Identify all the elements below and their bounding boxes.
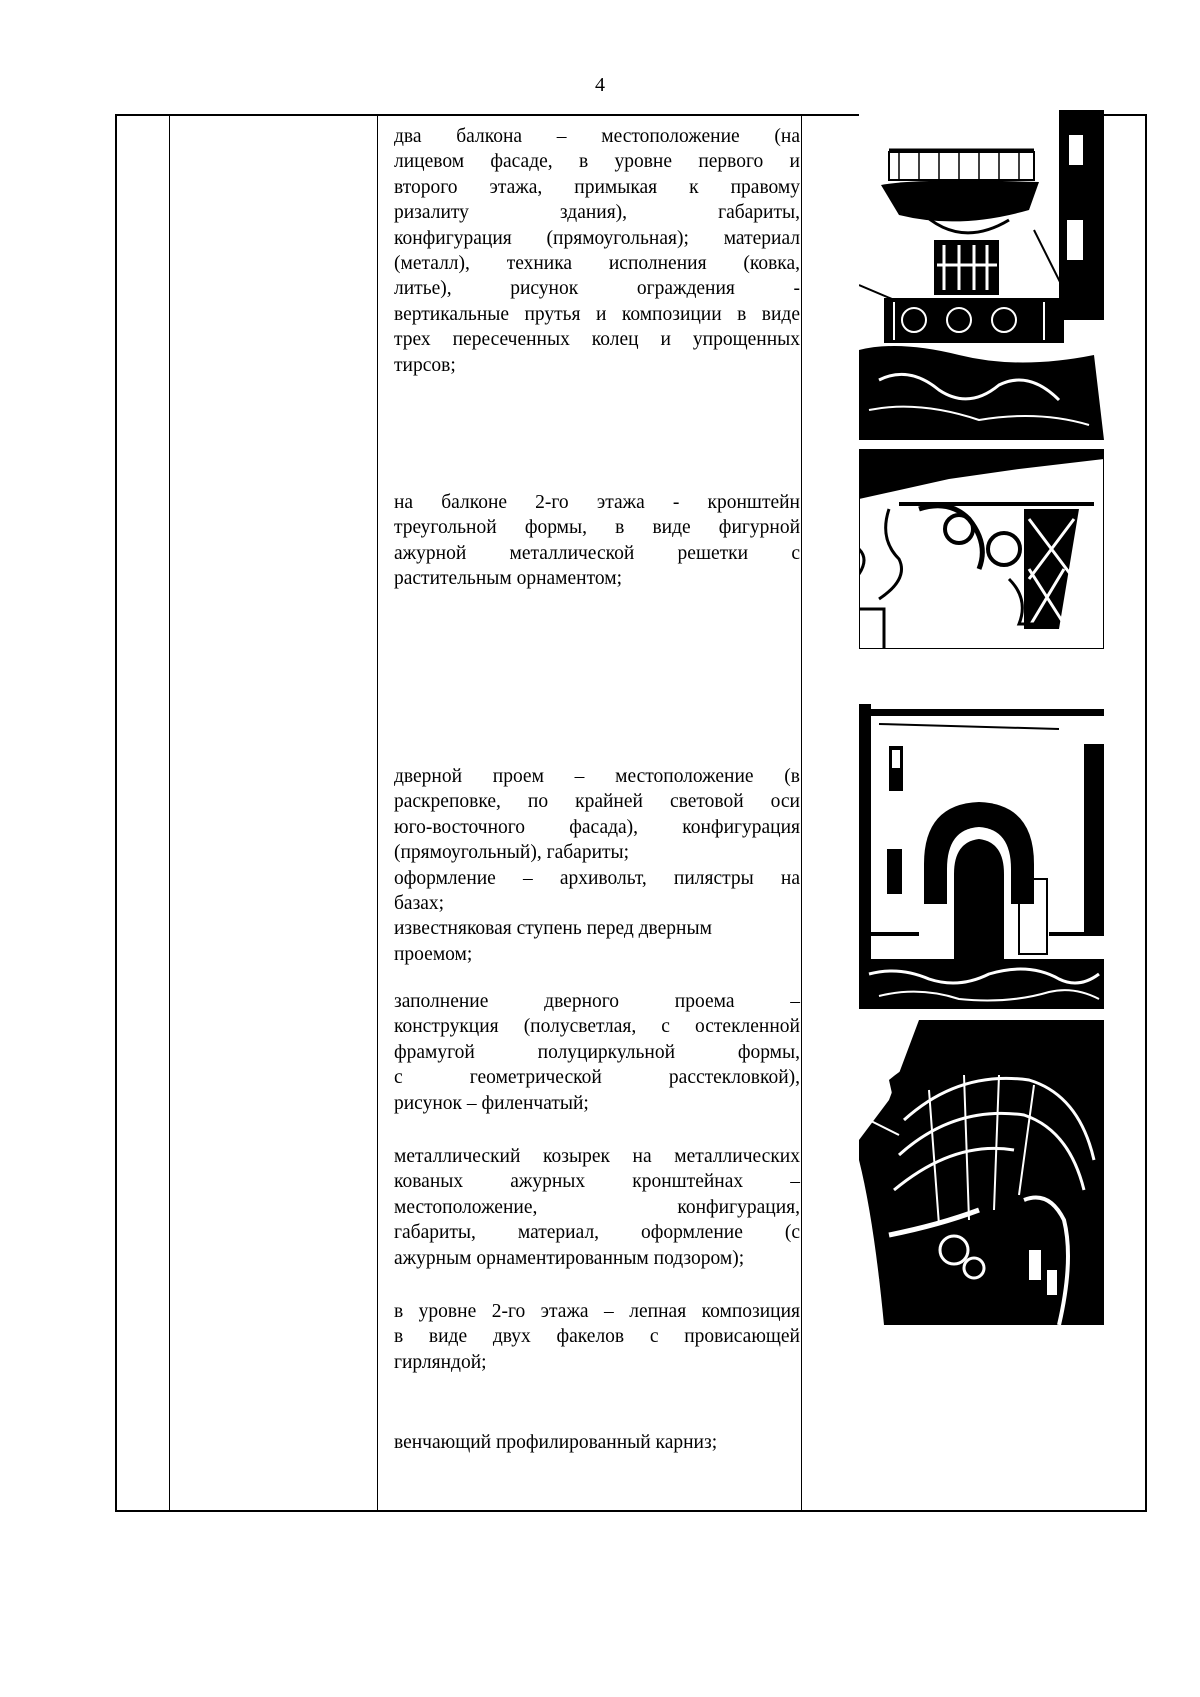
item-text: в уровне 2-го этажа – лепная композиция в виде двух факелов с провисающей гирляндой;: [394, 1301, 800, 1373]
item-text: заполнение дверного проема – конструкция (полусветлая, с остекленной фрамугой полуциркульной формы, с геометрической расстекловкой), рисунок – филенчатый;: [394, 991, 800, 1114]
canopy-photo: [859, 1020, 1104, 1325]
item-cornice: [394, 1430, 800, 1455]
item-canopy: [394, 1144, 800, 1271]
column-divider: [801, 116, 802, 1510]
bracket-photo: [859, 449, 1104, 649]
balcony-photo: [859, 110, 1104, 440]
doorway-photo: [859, 704, 1104, 1009]
item-balconies: [394, 124, 800, 378]
objects-table: [115, 114, 1147, 1512]
item-doorway: [394, 764, 800, 967]
item-text: дверной проем – местоположение (в раскреповке, по крайней световой оси юго-восточного фасада), конфигурация (прямоугольный), габариты; оформление – архивольт, пилястры на базах; известняковая ступень перед дверным проемом;: [394, 766, 800, 965]
item-door-filling: [394, 989, 800, 1116]
column-divider: [169, 116, 170, 1510]
item-text: на балконе 2-го этажа - кронштейн треугольной формы, в виде фигурной ажурной металлической решетки с растительным орнаментом;: [394, 492, 800, 590]
item-bracket: [394, 490, 800, 592]
item-text: венчающий профилированный карниз;: [394, 1432, 718, 1453]
item-stucco: [394, 1299, 800, 1375]
column-divider: [377, 116, 378, 1510]
page-number: 4: [595, 74, 605, 96]
item-text: металлический козырек на металлических кованых ажурных кронштейнах – местоположение, конфигурация, габариты, материал, оформление (с ажурным орнаментированным подзором);: [394, 1146, 800, 1269]
item-text: два балкона – местоположение (на лицевом фасаде, в уровне первого и второго этажа, примыкая к правому ризалиту здания), габариты, конфигурация (прямоугольная); материал (металл), техника исполнения (ковка, литье), рисунок ограждения - вертикальные прутья и композиции в виде трех пересеченных колец и упрощенных тирсов;: [394, 126, 800, 376]
